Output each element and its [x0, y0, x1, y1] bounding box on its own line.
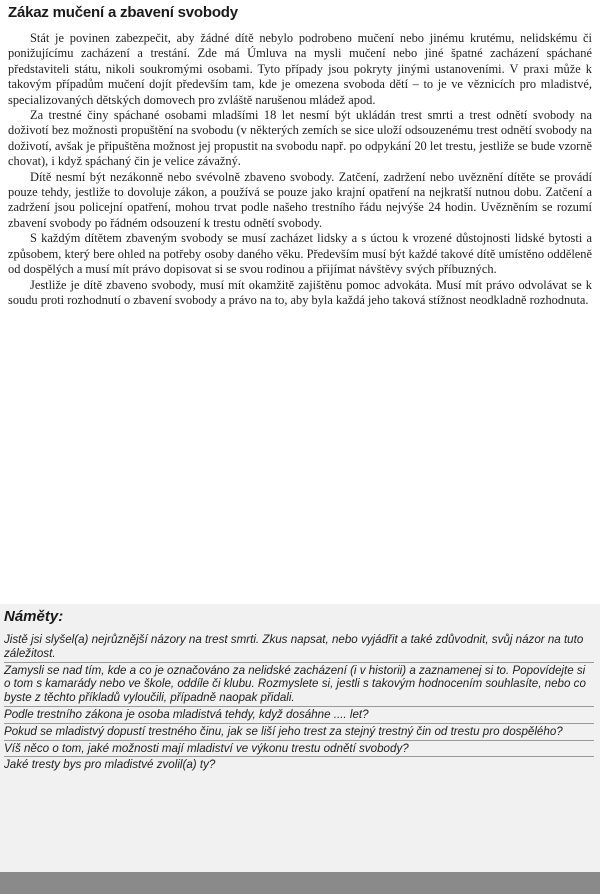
article-body — [8, 31, 592, 308]
article-paragraph: Stát je povinen zabezpečit, aby žádné dítě nebylo podrobeno mučení nebo jinému krutému, nelidskému či ponižujícímu zacházení a trestání. Zde má Úmluva na mysli mučení nebo jiné špatné zacházení spáchané představiteli státu, nikoli soukromými osobami. Tyto případy jsou pokryty jinými ustanoveními. V praxi může k takovým případům mučení dojít především tam, kde je omezena svoboda dětí – to je ve věznicích pro mladistvé, specializovaných dětských domovech pro zvláště narušenou mládež apod. — [8, 31, 592, 107]
page-title: Zákaz mučení a zbavení svobody — [8, 4, 238, 21]
namety-questions — [4, 632, 594, 773]
namety-heading: Náměty: — [4, 608, 64, 625]
article-paragraph: Jestliže je dítě zbaveno svobody, musí mít okamžitě zajištěnu pomoc advokáta. Musí mít právo odvolávat se k soudu proti rozhodnutí o zbavení svobody a právo na to, aby byla každá jeho taková stížnost neodkladně rozhodnuta. — [8, 277, 592, 307]
article-paragraph: Dítě nesmí být nezákonně nebo svévolně zbaveno svobody. Zatčení, zadržení nebo uvěznění dítěte se provádí pouze tehdy, jestliže to dovoluje zákon, a používá se pouze jako krajní opatření na nejkratší nutnou dobu. Zatčení a zadržení jsou policejní opatření, mohou trvat podle našeho trestního řádu nejvýše 24 hodin. Uvězněním se rozumí zbavení svobody po řádném odsouzení k trestu odnětí svobody. — [8, 169, 592, 230]
article-paragraph: Za trestné činy spáchané osobami mladšími 18 let nesmí být ukládán trest smrti a trest odnětí svobody na doživotí bez možnosti propuštění na svobodu (v některých zemích se sice uloží odsouzenému trest odnětí svobody na doživotí, avšak je připuštěna možnost jej propustit na svobodu např. po odpykání 20 let trestu, jestliže se bude vzorně chovat), i když spáchaný čin je velice závažný. — [8, 108, 592, 169]
footer-bar — [0, 872, 600, 894]
question-item: Podle trestního zákona je osoba mladistvá tehdy, když dosáhne .... let? — [4, 707, 594, 724]
question-item: Jaké tresty bys pro mladistvé zvolil(a) ty? — [4, 758, 216, 772]
question-item: Pokud se mladistvý dopustí trestného činu, jak se liší jeho trest za stejný trestný čin od trestu pro dospělého? — [4, 724, 594, 741]
namety-section — [0, 604, 600, 872]
article-paragraph: S každým dítětem zbaveným svobody se musí zacházet lidsky a s úctou k vrozené důstojnosti lidské bytosti a způsobem, který bere ohled na potřeby osoby daného věku. Především musí být každé takové dítě umístěno odděleně od dospělých a musí mít právo dopisovat si se svou rodinou a přijímat návštěvy svých příbuzných. — [8, 231, 592, 277]
question-item: Jistě jsi slyšel(a) nejrůznější názory na trest smrti. Zkus napsat, nebo vyjádřit a také zdůvodnit, svůj názor na tuto záležitost. — [4, 632, 594, 663]
question-item: Víš něco o tom, jaké možnosti mají mladiství ve výkonu trestu odnětí svobody? — [4, 741, 594, 758]
question-item: Zamysli se nad tím, kde a co je označováno za nelidské zacházení (i v historii) a zaznamenej si to. Popovídejte si o tom s kamarády nebo ve škole, oddíle či klubu. Rozmyslete si, jestli s takovým hodnocením souhlasíte, nebo co byste z těchto příkladů vyloučili, případně naopak přidali. — [4, 663, 594, 707]
